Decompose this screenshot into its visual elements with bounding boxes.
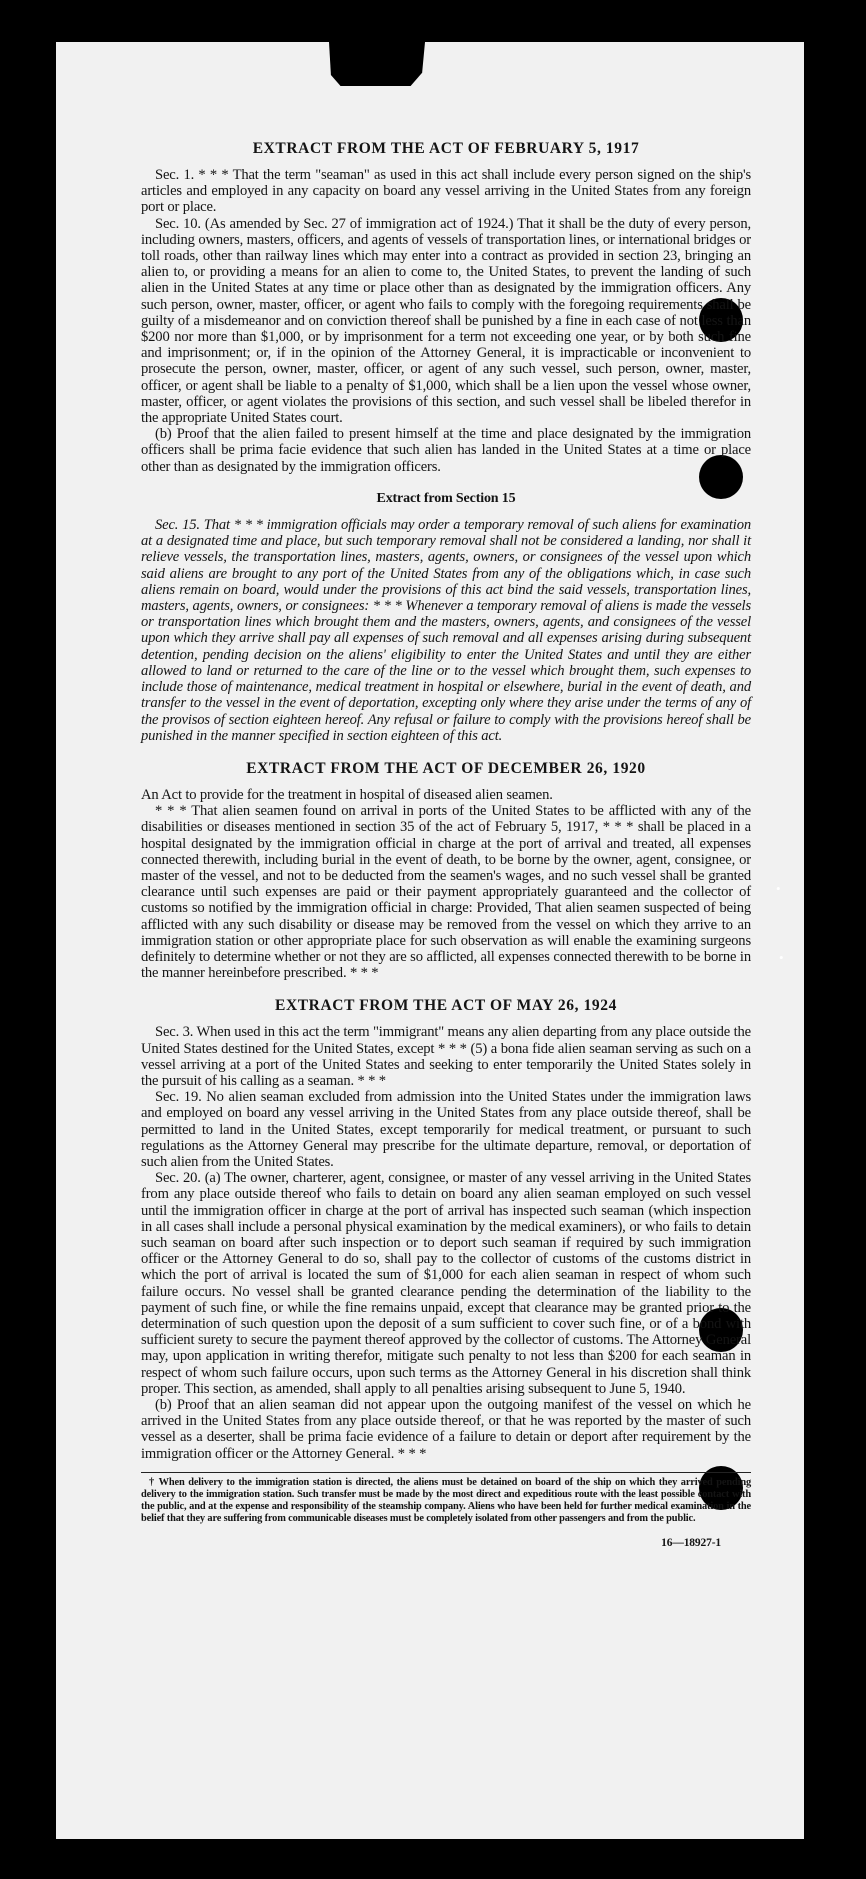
footnote	[141, 1472, 751, 1526]
section-act-1920	[141, 760, 751, 981]
section-15-extract	[141, 491, 751, 744]
top-tab-notch	[329, 42, 425, 86]
form-number: 16—18927-1	[661, 1536, 721, 1549]
paragraph: (b) Proof that an alien seaman did not appear upon the outgoing manifest of the vessel on which he arrived in the United States from any place outside thereof, or that he was reported by the master of such vessel as a deserter, shall be prima facie evidence of a failure to detain or deport after requirement by the immigration officer or the Attorney General. * * *	[141, 1397, 751, 1462]
footnote-text: † When delivery to the immigration station is directed, the aliens must be detained on board of the ship on which they arrived pending delivery to the immigration station. Such transfer must be made by the most direct and expeditious route with the least possible contact with the public, and at the expense and responsibility of the steamship company. Aliens who have been held for further medical examination in the belief that they are suffering from communicable diseases must be completely isolated from other passengers and from the public.	[141, 1476, 751, 1525]
section-heading: EXTRACT FROM THE ACT OF MAY 26, 1924	[275, 997, 617, 1015]
scanned-page	[56, 42, 804, 1839]
paragraph: Sec. 1. * * * That the term "seaman" as used in this act shall include every person signed on the ship's articles and employed in any capacity on board any vessel arriving in the United States from any foreign port or place.	[141, 167, 751, 216]
section-heading: EXTRACT FROM THE ACT OF DECEMBER 26, 1920	[246, 759, 646, 777]
document-body	[141, 140, 751, 1551]
section-subheading: Extract from Section 15	[376, 490, 516, 506]
paragraph: Sec. 15. That * * * immigration officials may order a temporary removal of such aliens for examination at a designated time and place, but such temporary removal shall not be considered a landing, nor shall it relieve vessels, the transportation lines, masters, agents, owners, or consignees of the vessel upon which said aliens are brought to any port of the United States from any of the obligations which, in case such aliens remain on board, would under the provisions of this act bind the said vessels, transportation lines, masters, agents, owners, or consignees: * * * Whenever a temporary removal of aliens is made the vessels or transportation lines which brought them and the masters, owners, agents, and consignees of the vessel upon which they arrive shall pay all expenses of such removal and all expenses arising during subsequent detention, pending decision on the aliens' eligibility to enter the United States and until they are either allowed to land or returned to the care of the line or to the vessel which brought them, such expenses to include those of maintenance, medical treatment in hospital or elsewhere, burial in the event of death, and transfer to the vessel in the event of deportation, excepting only where they arise under the terms of any of the provisos of section eighteen hereof. Any refusal or failure to comply with the provisions hereof shall be punished in the manner specified in section eighteen of this act.	[141, 517, 751, 744]
paragraph: (b) Proof that the alien failed to present himself at the time and place designated by the immigration officers shall be prima facie evidence that such alien has landed in the United States at a time or place other than as designated by the immigration officers.	[141, 426, 751, 475]
section-heading: EXTRACT FROM THE ACT OF FEBRUARY 5, 1917	[252, 140, 640, 157]
section-act-1924	[141, 997, 751, 1461]
paragraph: * * * That alien seamen found on arrival in ports of the United States to be afflicted with any of the disabilities or diseases mentioned in section 35 of the act of February 5, 1917, * * * shall be placed in a hospital designated by the immigration official in charge at the port of arrival and treated, all expenses connected therewith, including burial in the event of death, to be borne by the owner, agent, consignee, or master of the vessel, and not to be deducted from the seamen's wages, and no such vessel shall be granted clearance until such expenses are paid or their payment appropriately guaranteed and the collector of customs so notified by the immigration official in charge: Provided, That alien seamen suspected of being afflicted with any such disability or disease may be removed from the vessel on which they arrive to an immigration station or other appropriate place for such observation as will enable the examining surgeons definitely to determine whether or not they are so afflicted, all expenses connected therewith to be borne in the manner hereinbefore prescribed. * * *	[141, 803, 751, 982]
paragraph: Sec. 10. (As amended by Sec. 27 of immigration act of 1924.) That it shall be the duty of every person, including owners, masters, officers, and agents of vessels of transportation lines, or international bridges or toll roads, other than railway lines which may enter into a contract as provided in section 23, bringing an alien to, or providing a means for an alien to come to, the United States, to prevent the landing of such alien in the United States at any time or place other than as designated by the immigration officers. Any such person, owner, master, officer, or agent who fails to comply with the foregoing requirements shall be guilty of a misdemeanor and on conviction thereof shall be punished by a fine in each case of not less than $200 nor more than $1,000, or by imprisonment for a term not exceeding one year, or by both such fine and imprisonment; or, if in the opinion of the Attorney General, it is impracticable or inconvenient to prosecute the person, owner, master, officer, or agent of any such vessel, such person, owner, master, officer, or agent shall be liable to a penalty of $1,000, which shall be a lien upon the vessel whose owner, master, officer, or agent violates the provisions of this section, and such vessel shall be libeled therefor in the appropriate United States court.	[141, 215, 751, 427]
margin-speck: •	[779, 950, 784, 965]
paragraph: Sec. 19. No alien seaman excluded from admission into the United States under the immigration laws and employed on board any vessel arriving in the United States from any place outside thereof, shall be permitted to land in the United States, except temporarily for medical treatment, or pursuant to such regulations as the Attorney General may prescribe for the ultimate departure, removal, or deportation of such alien from the United States.	[141, 1089, 751, 1170]
paragraph: Sec. 3. When used in this act the term "immigrant" means any alien departing from any place outside the United States destined for the United States, except * * * (5) a bona fide alien seaman serving as such on a vessel arriving at a port of the United States and seeking to enter temporarily the United States solely in the pursuit of his calling as a seaman. * * *	[141, 1024, 751, 1089]
paragraph: An Act to provide for the treatment in hospital of diseased alien seamen.	[141, 786, 553, 803]
margin-speck: •	[776, 881, 781, 896]
section-act-1917	[141, 140, 751, 475]
paragraph: Sec. 20. (a) The owner, charterer, agent, consignee, or master of any vessel arriving in the United States from any place outside thereof who fails to detain on board any alien seaman employed on such vessel until the immigration officer in charge at the port of arrival has inspected such seaman (which inspection in all cases shall include a personal physical examination by the medical examiners), or who fails to detain such seaman on board after such inspection or to deport such seaman if required by such immigration officer or the Attorney General to do so, shall pay to the collector of customs of the customs district in which the port of arrival is located the sum of $1,000 for each alien seaman in respect of whom such failure occurs. No vessel shall be granted clearance pending the determination of the liability to the payment of such fine, or while the fine remains unpaid, except that clearance may be granted prior to the determination of such question upon the deposit of a sum sufficient to cover such fine, or of a bond with sufficient surety to secure the payment thereof approved by the collector of customs. The Attorney General may, upon application in writing therefor, mitigate such penalty to not less than $200 for each seaman in respect of whom such failure occurs, upon such terms as the Attorney General in his discretion shall think proper. This section, as amended, shall apply to all penalties arising subsequent to June 5, 1940.	[141, 1170, 751, 1397]
